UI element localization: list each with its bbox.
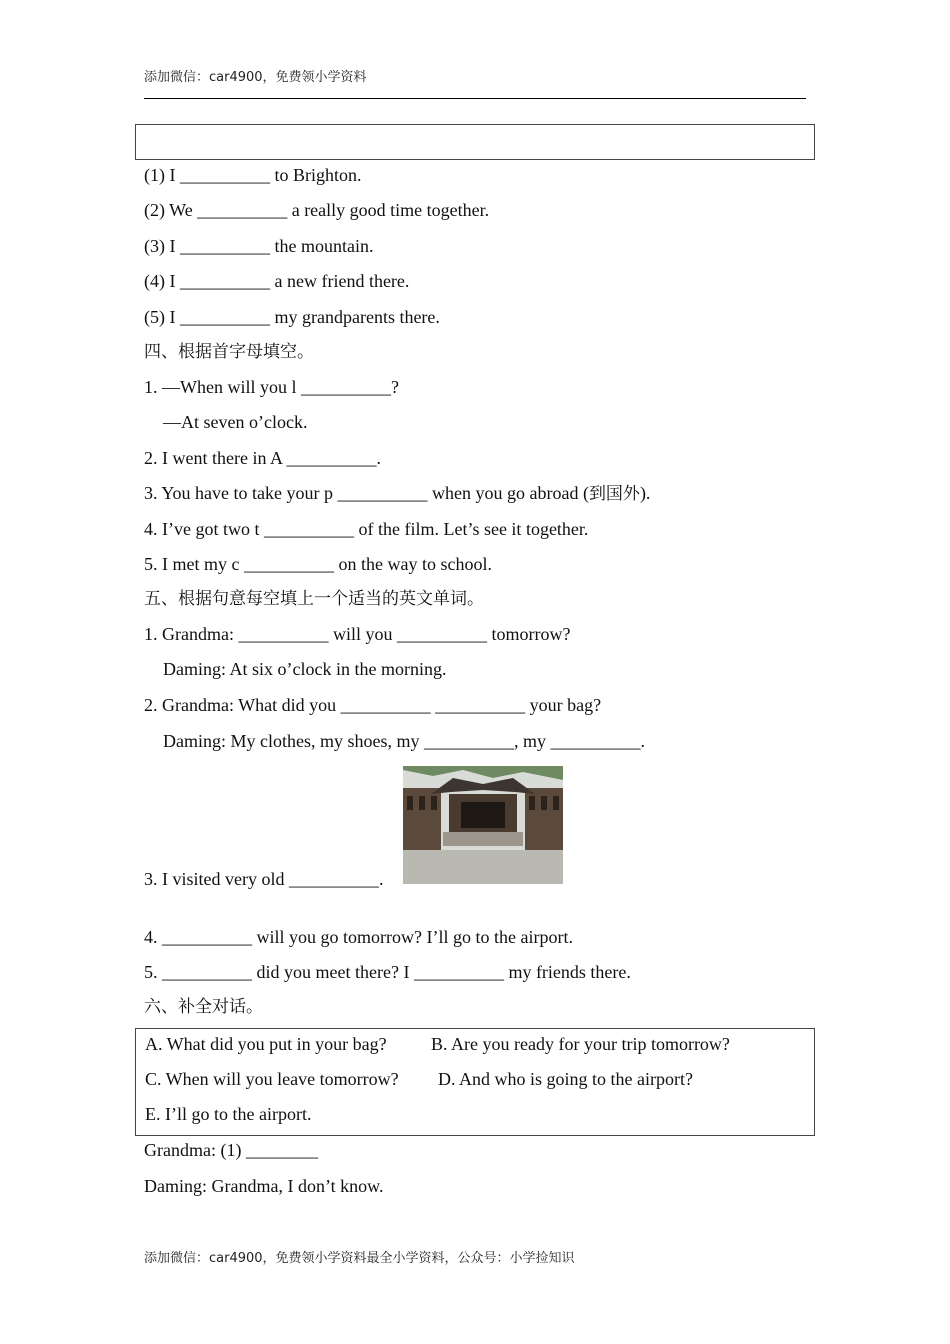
- s3-item-2: (2) We __________ a really good time together.: [144, 200, 490, 220]
- section6-title: 六、补全对话。: [144, 997, 263, 1017]
- s5-q4: 4. __________ will you go tomorrow? I’ll go to the airport.: [144, 927, 573, 947]
- option-e: E. I’ll go to the airport.: [145, 1104, 312, 1124]
- s4-q3-post: ).: [639, 483, 651, 503]
- s3-item-4: (4) I __________ a new friend there.: [144, 271, 410, 291]
- page-header: 添加微信：car4900，免费领小学资料: [144, 70, 367, 85]
- option-c: C. When will you leave tomorrow?: [145, 1069, 399, 1089]
- dialog-line-2: Daming: Grandma, I don’t know.: [144, 1176, 384, 1196]
- s4-q1-answer: —At seven o’clock.: [163, 412, 308, 432]
- word-box: [135, 124, 815, 160]
- s3-item-3: (3) I __________ the mountain.: [144, 236, 374, 256]
- s5-q3: 3. I visited very old __________.: [144, 869, 384, 889]
- option-a: A. What did you put in your bag?: [145, 1034, 387, 1054]
- option-b: B. Are you ready for your trip tomorrow?: [431, 1034, 730, 1054]
- s5-q5: 5. __________ did you meet there? I __________ my friends there.: [144, 962, 631, 982]
- s5-q2-reply: Daming: My clothes, my shoes, my __________, my __________.: [163, 731, 645, 751]
- s5-q2: 2. Grandma: What did you __________ __________ your bag?: [144, 695, 602, 715]
- s4-q4: 4. I’ve got two t __________ of the film. Let’s see it together.: [144, 519, 589, 539]
- dialog-line-1: Grandma: (1) ________: [144, 1140, 318, 1160]
- s4-q5: 5. I met my c __________ on the way to school.: [144, 554, 492, 574]
- s4-q1: 1. —When will you l __________?: [144, 377, 399, 397]
- s4-q3-pre: 3. You have to take your p __________ when you go abroad (: [144, 483, 589, 503]
- s4-q3: [144, 482, 650, 505]
- option-d: D. And who is going to the airport?: [438, 1069, 693, 1089]
- s3-item-5: (5) I __________ my grandparents there.: [144, 307, 440, 327]
- header-rule: [144, 98, 806, 99]
- s4-q3-cn: 到国外: [588, 484, 640, 504]
- s5-q1: 1. Grandma: __________ will you __________ tomorrow?: [144, 624, 571, 644]
- page-footer: 添加微信：car4900，免费领小学资料最全小学资料，公众号：小学捡知识: [144, 1251, 575, 1266]
- s4-q2: 2. I went there in A __________.: [144, 448, 381, 468]
- old-building-photo: [403, 766, 563, 884]
- s5-q1-reply: Daming: At six o’clock in the morning.: [163, 659, 447, 679]
- section5-title: 五、根据句意每空填上一个适当的英文单词。: [144, 589, 484, 609]
- options-box: [135, 1028, 815, 1136]
- s3-item-1: (1) I __________ to Brighton.: [144, 165, 362, 185]
- section4-title: 四、根据首字母填空。: [144, 342, 314, 362]
